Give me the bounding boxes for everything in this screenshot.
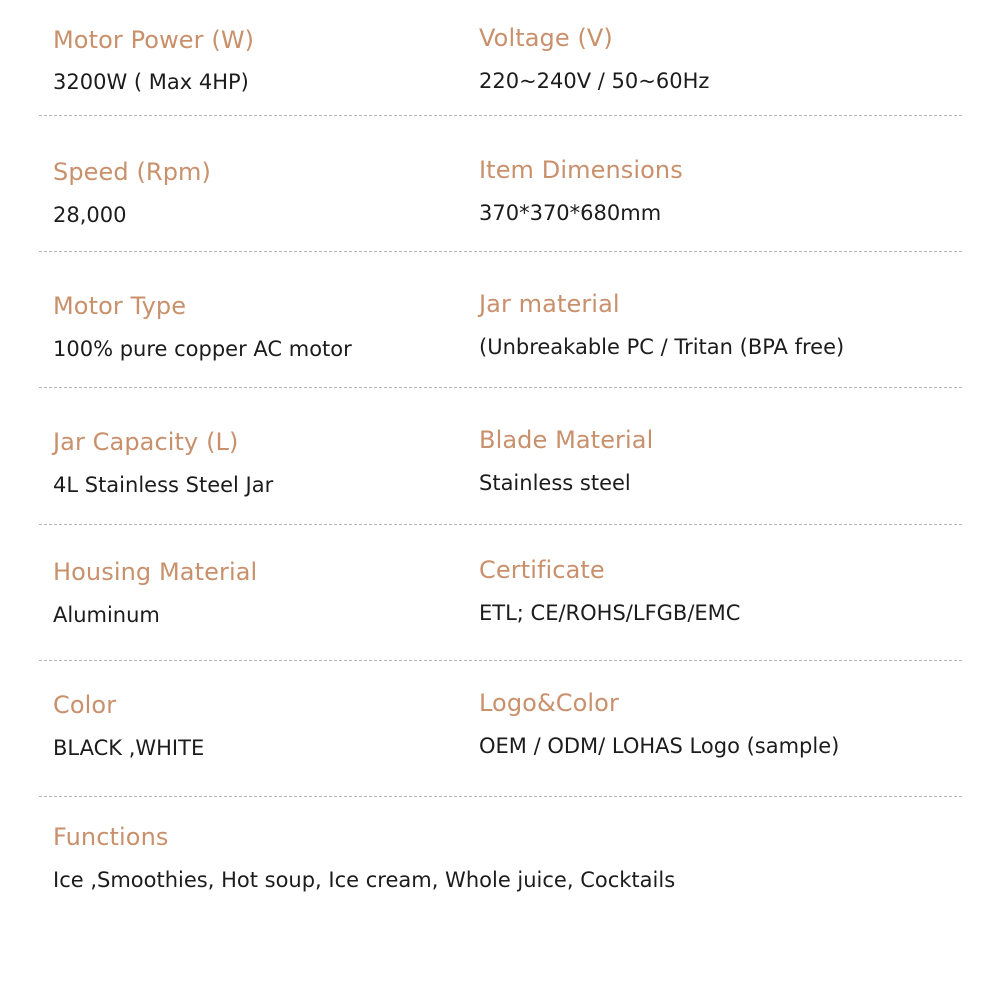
row-divider	[39, 796, 962, 797]
motor-power-value: 3200W ( Max 4HP)	[53, 70, 249, 94]
certificate-value: ETL; CE/ROHS/LFGB/EMC	[479, 601, 741, 625]
jar-capacity-value: 4L Stainless Steel Jar	[53, 473, 274, 497]
speed-value: 28,000	[53, 203, 127, 227]
item-dimensions-label: Item Dimensions	[479, 156, 683, 184]
motor-type-label: Motor Type	[53, 292, 187, 320]
row-divider	[39, 251, 962, 252]
row-divider	[39, 115, 962, 116]
color-label: Color	[53, 691, 117, 719]
functions-value: Ice ,Smoothies, Hot soup, Ice cream, Whole juice, Cocktails	[53, 868, 676, 892]
voltage-value: 220~240V / 50~60Hz	[479, 69, 710, 93]
logo-color-label: Logo&Color	[479, 689, 619, 717]
functions-label: Functions	[53, 823, 169, 851]
logo-color-value: OEM / ODM/ LOHAS Logo (sample)	[479, 734, 840, 758]
item-dimensions-value: 370*370*680mm	[479, 201, 662, 225]
voltage-label: Voltage (V)	[479, 24, 613, 52]
jar-capacity-label: Jar Capacity (L)	[53, 428, 239, 456]
certificate-label: Certificate	[479, 556, 605, 584]
motor-type-value: 100% pure copper AC motor	[53, 337, 352, 361]
motor-power-label: Motor Power (W)	[53, 26, 255, 54]
speed-label: Speed (Rpm)	[53, 158, 211, 186]
row-divider	[39, 524, 962, 525]
housing-material-label: Housing Material	[53, 558, 258, 586]
row-divider	[39, 387, 962, 388]
blade-material-label: Blade Material	[479, 426, 654, 454]
jar-material-label: Jar material	[479, 290, 620, 318]
blade-material-value: Stainless steel	[479, 471, 631, 495]
housing-material-value: Aluminum	[53, 603, 160, 627]
row-divider	[39, 660, 962, 661]
color-value: BLACK ,WHITE	[53, 736, 205, 760]
jar-material-value: (Unbreakable PC / Tritan (BPA free)	[479, 335, 845, 359]
